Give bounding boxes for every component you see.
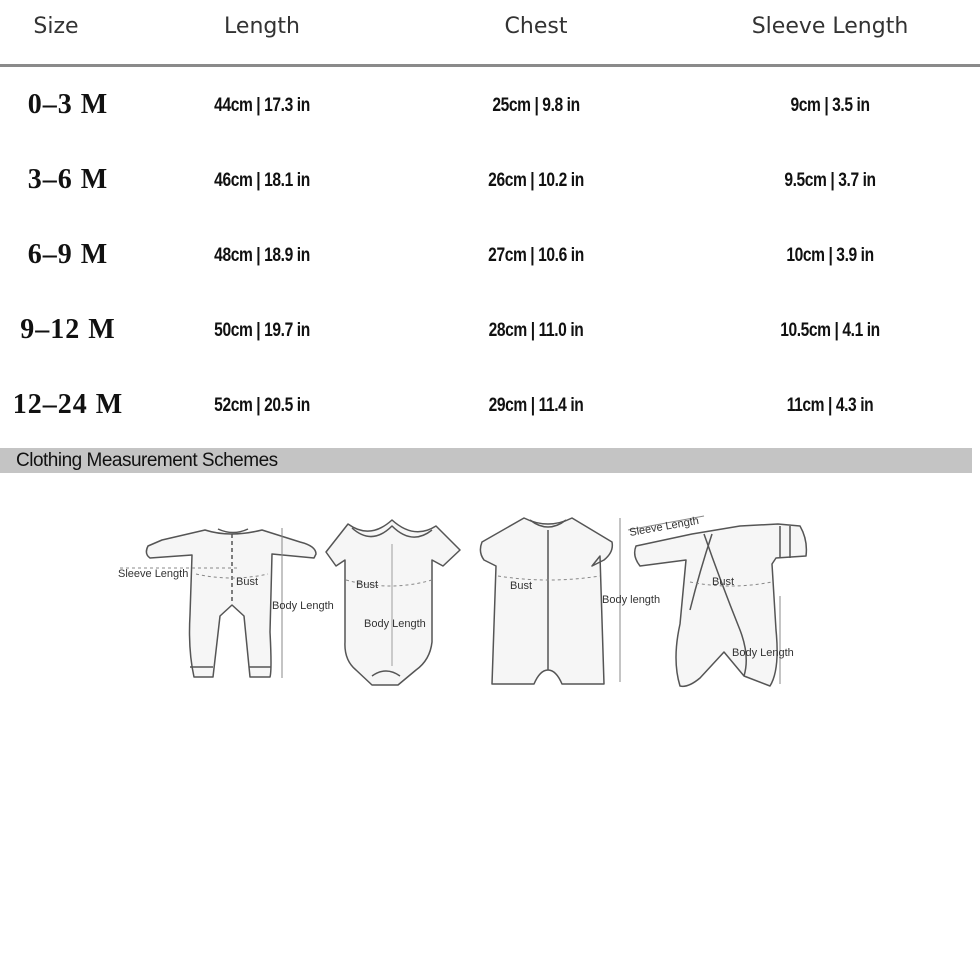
sleeve-length-label-4: Sleeve Length bbox=[628, 514, 700, 539]
short-romper-illustration bbox=[480, 518, 612, 684]
header-sleeve-length: Sleeve Length bbox=[751, 14, 909, 39]
sleeve-cell: 9cm | 3.5 in bbox=[790, 95, 870, 116]
section-header-bar bbox=[0, 448, 972, 473]
length-cell: 52cm | 20.5 in bbox=[214, 395, 310, 416]
measurement-diagram bbox=[0, 500, 980, 700]
bust-label-1: Bust bbox=[236, 576, 259, 588]
size-cell: 6–9 M bbox=[27, 239, 109, 270]
sleeve-length-label-1: Sleeve Length bbox=[118, 568, 189, 580]
header-size: Size bbox=[33, 14, 79, 39]
chest-cell: 25cm | 9.8 in bbox=[492, 95, 580, 116]
table-header bbox=[0, 0, 980, 67]
body-length-label-1: Body Length bbox=[272, 600, 334, 612]
sleeve-cell: 9.5cm | 3.7 in bbox=[784, 170, 876, 191]
bust-label-4: Bust bbox=[712, 576, 735, 588]
size-cell: 3–6 M bbox=[27, 164, 109, 195]
sleeve-cell: 11cm | 4.3 in bbox=[786, 395, 874, 416]
chest-cell: 29cm | 11.4 in bbox=[488, 395, 584, 416]
table-row bbox=[0, 389, 980, 429]
size-cell: 0–3 M bbox=[27, 89, 109, 120]
length-cell: 46cm | 18.1 in bbox=[214, 170, 310, 191]
size-cell: 9–12 M bbox=[20, 314, 116, 345]
table-row bbox=[0, 89, 980, 129]
bodysuit-illustration bbox=[326, 520, 460, 685]
sleeve-cell: 10.5cm | 4.1 in bbox=[780, 320, 880, 341]
sleeve-cell: 10cm | 3.9 in bbox=[786, 245, 874, 266]
header-length: Length bbox=[224, 14, 300, 39]
table-row bbox=[0, 164, 980, 204]
bust-label-2: Bust bbox=[356, 579, 379, 591]
section-title: Clothing Measurement Schemes bbox=[16, 450, 278, 471]
kimono-romper-illustration bbox=[635, 524, 807, 686]
table-row bbox=[0, 239, 980, 279]
header-chest: Chest bbox=[504, 14, 568, 39]
bust-label-3: Bust bbox=[510, 580, 533, 592]
body-length-label-4: Body Length bbox=[732, 647, 794, 659]
size-cell: 12–24 M bbox=[12, 389, 124, 420]
chest-cell: 28cm | 11.0 in bbox=[488, 320, 584, 341]
length-cell: 44cm | 17.3 in bbox=[214, 95, 310, 116]
body-length-label-2: Body Length bbox=[364, 618, 426, 630]
chest-cell: 27cm | 10.6 in bbox=[488, 245, 584, 266]
chest-cell: 26cm | 10.2 in bbox=[488, 170, 584, 191]
length-cell: 50cm | 19.7 in bbox=[214, 320, 310, 341]
table-row bbox=[0, 314, 980, 354]
length-cell: 48cm | 18.9 in bbox=[214, 245, 310, 266]
body-length-label-3: Body length bbox=[602, 594, 661, 606]
